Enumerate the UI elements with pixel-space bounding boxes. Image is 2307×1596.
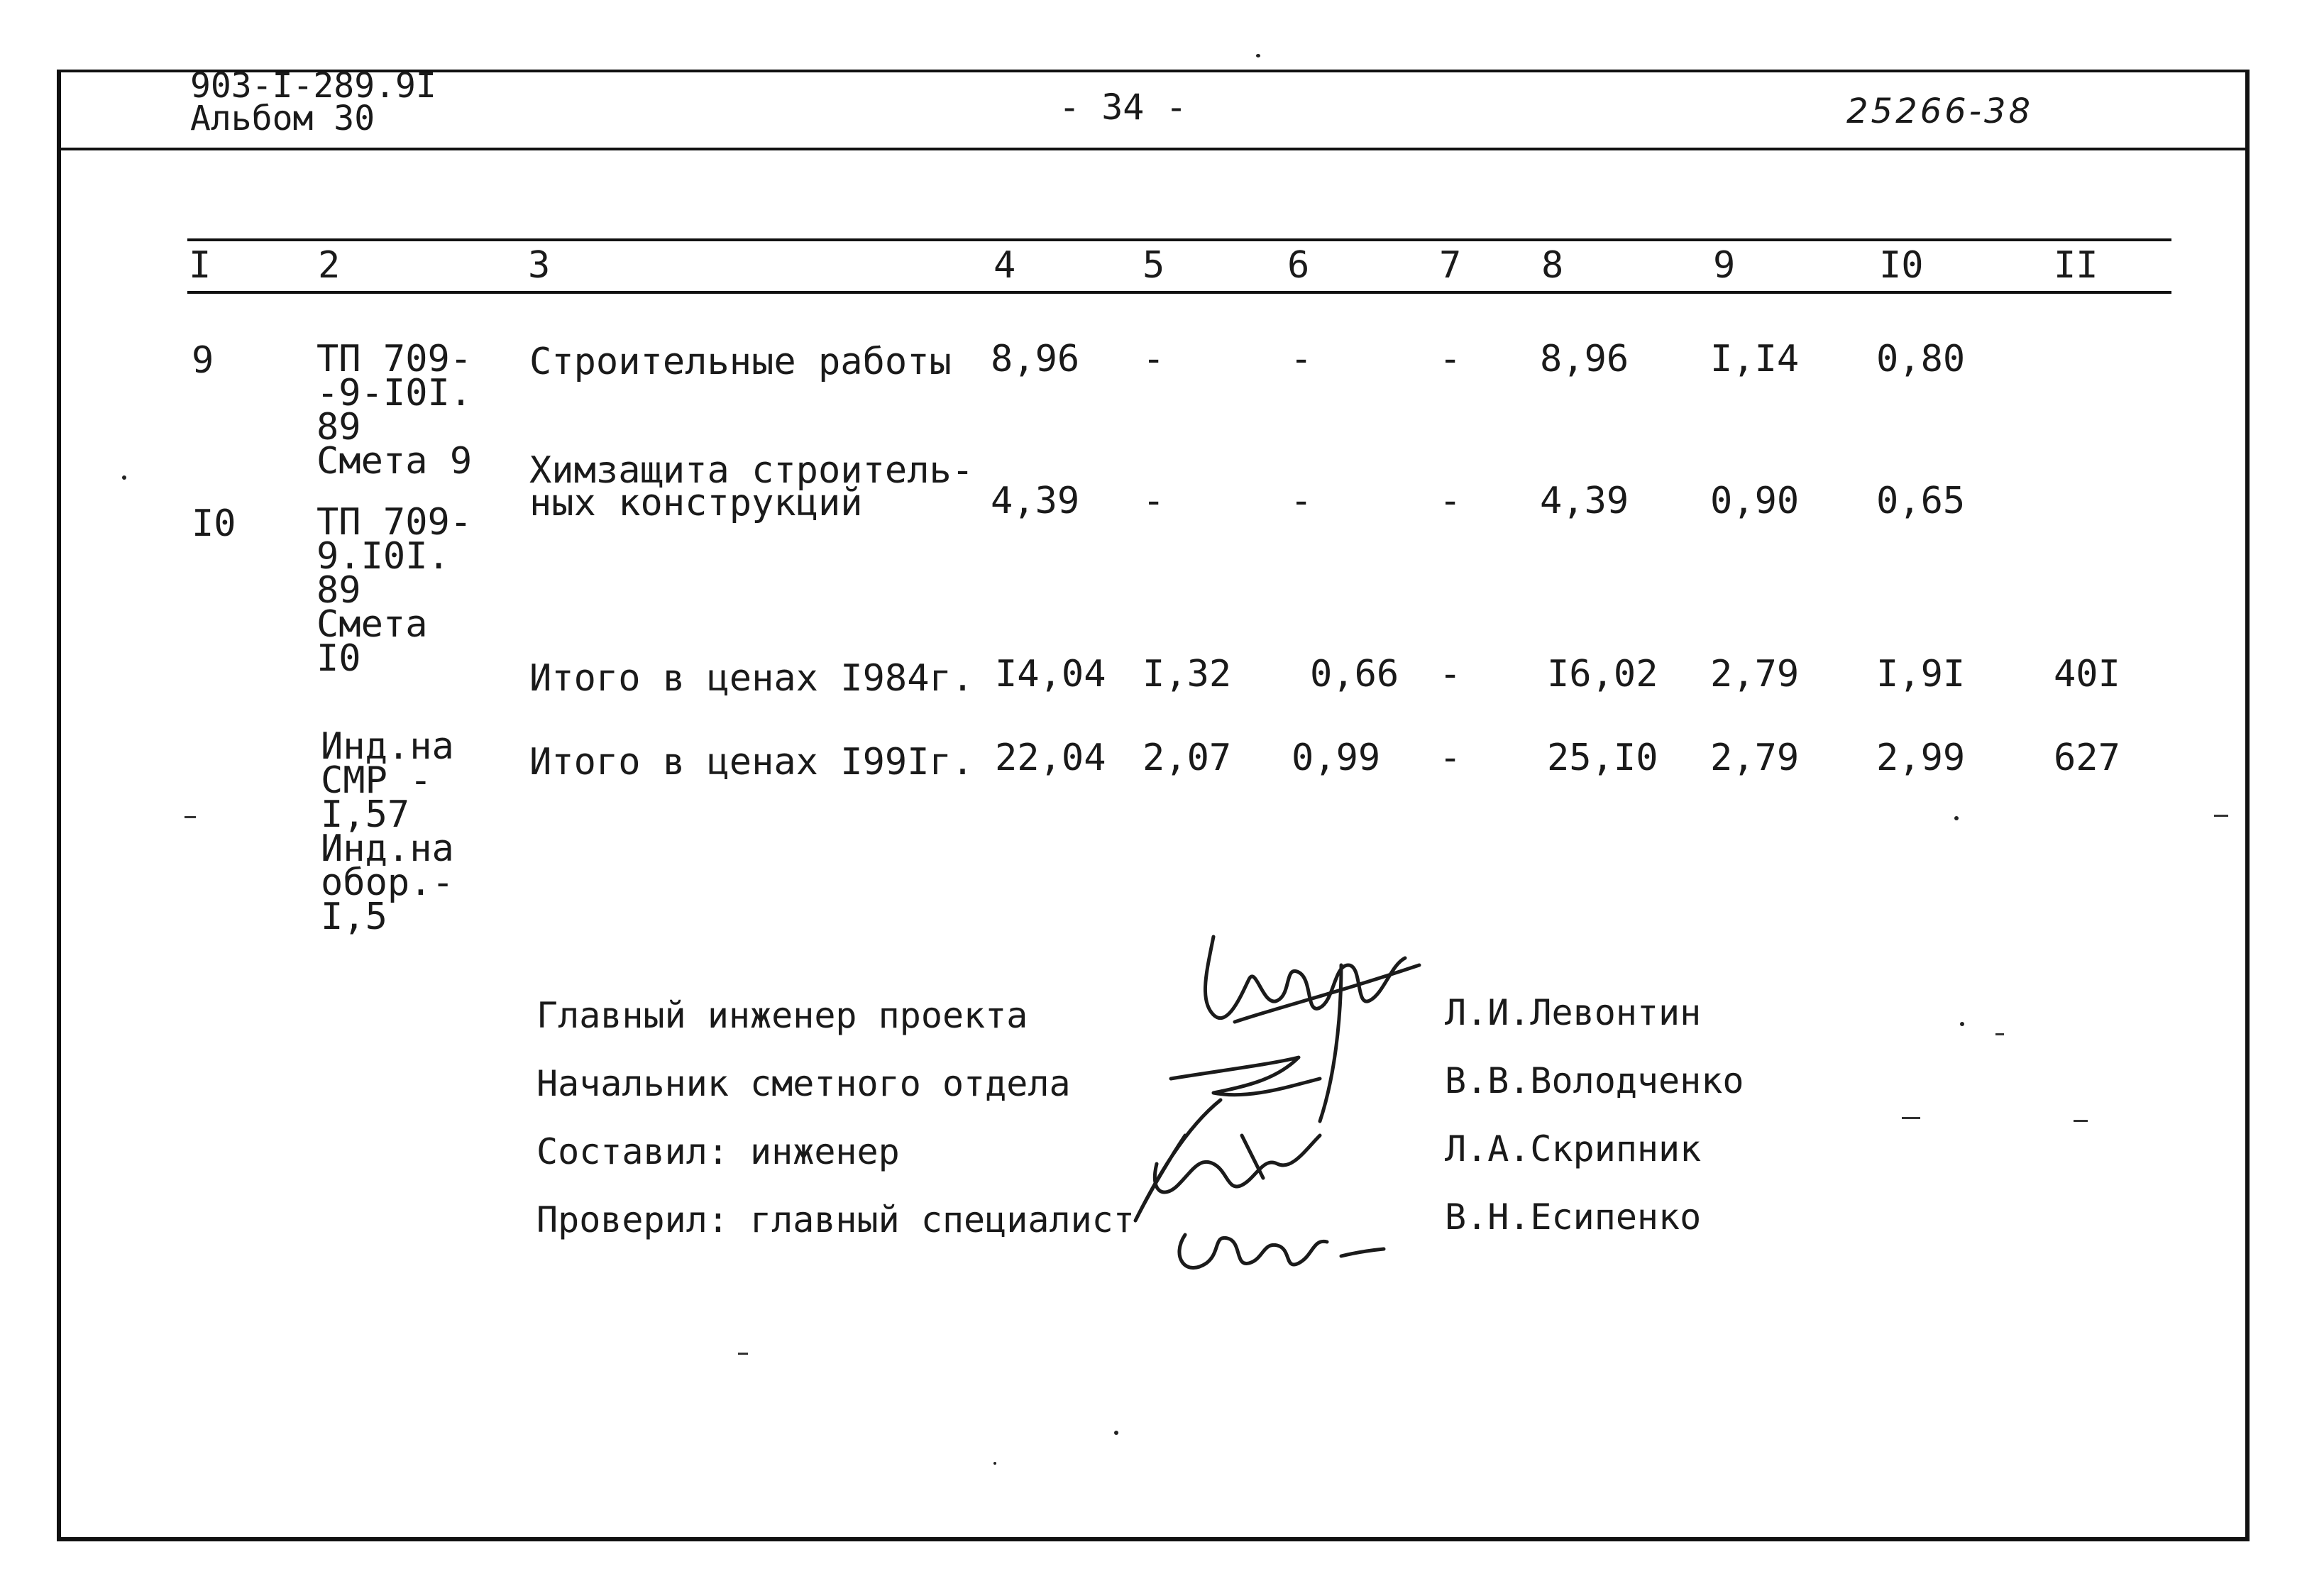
cell-col9: 2,79 bbox=[1710, 653, 1800, 695]
signatory-name: Л.А.Скрипник bbox=[1445, 1128, 1702, 1170]
cell-col6: 0,99 bbox=[1292, 737, 1381, 779]
signatory-role: Проверил: главный специалист bbox=[536, 1199, 1135, 1240]
column-number: 7 bbox=[1439, 244, 1462, 287]
price-index-line: I,57 bbox=[321, 793, 410, 836]
estimate-reference-line: ТП 709- bbox=[316, 338, 473, 380]
estimate-reference bbox=[316, 338, 473, 483]
cell-col4: 8,96 bbox=[991, 338, 1080, 380]
cell-col8: I6,02 bbox=[1547, 653, 1658, 695]
estimate-reference bbox=[316, 501, 473, 680]
cell-col5: - bbox=[1143, 480, 1165, 522]
scan-mark bbox=[2074, 1120, 2088, 1122]
column-number: 4 bbox=[993, 244, 1016, 287]
price-index-line: Инд.на bbox=[321, 827, 454, 870]
total-label: Итого в ценах I984г. bbox=[529, 657, 974, 700]
cell-col10: 0,65 bbox=[1876, 480, 1966, 522]
doc-number: 903-I-289.9I bbox=[190, 66, 436, 106]
doc-id-block bbox=[190, 66, 436, 138]
cell-col10: 2,99 bbox=[1876, 737, 1966, 779]
cell-col7: - bbox=[1439, 737, 1462, 779]
cell-col7: - bbox=[1439, 653, 1462, 695]
cell-col10: 0,80 bbox=[1876, 338, 1966, 380]
cell-col8: 25,I0 bbox=[1547, 737, 1658, 779]
row-number: I0 bbox=[192, 502, 236, 545]
column-number: 8 bbox=[1541, 244, 1564, 287]
scan-speck bbox=[1954, 816, 1959, 820]
cell-col7: - bbox=[1439, 338, 1462, 380]
handwritten-signatures bbox=[1107, 923, 1462, 1292]
page-number: - 34 - bbox=[1059, 87, 1187, 128]
scan-speck bbox=[122, 475, 126, 480]
column-number: II bbox=[2054, 244, 2098, 287]
column-number: 5 bbox=[1143, 244, 1165, 287]
cell-col4: 4,39 bbox=[991, 480, 1080, 522]
signatory-name: Л.И.Левонтин bbox=[1445, 992, 1702, 1033]
row-number: 9 bbox=[192, 339, 214, 382]
cell-col9: I,I4 bbox=[1710, 338, 1800, 380]
cell-col5: - bbox=[1143, 338, 1165, 380]
scan-mark bbox=[2214, 815, 2228, 817]
price-indices bbox=[321, 725, 454, 938]
signatory-name: В.В.Володченко bbox=[1445, 1060, 1744, 1101]
column-number: 6 bbox=[1287, 244, 1310, 287]
signatory-name: В.Н.Есипенко bbox=[1445, 1196, 1702, 1238]
signatory-role: Составил: инженер bbox=[536, 1131, 900, 1172]
work-name-line: Химзащита строитель- bbox=[529, 449, 974, 492]
scan-mark bbox=[1995, 1033, 2004, 1035]
cell-col8: 8,96 bbox=[1540, 338, 1629, 380]
cell-col11: 627 bbox=[2054, 737, 2120, 779]
album-label: Альбом 30 bbox=[190, 99, 375, 138]
price-index-line: СМР - bbox=[321, 759, 432, 802]
scan-speck bbox=[993, 1462, 996, 1465]
cell-col4: I4,04 bbox=[995, 653, 1106, 695]
table-top-rule bbox=[187, 238, 2171, 241]
cell-col6: - bbox=[1290, 480, 1313, 522]
header-divider bbox=[57, 148, 2250, 150]
estimate-reference-line: Смета bbox=[316, 603, 428, 646]
cell-col9: 2,79 bbox=[1710, 737, 1800, 779]
cell-col6: 0,66 bbox=[1310, 653, 1399, 695]
estimate-reference-line: I0 bbox=[316, 637, 361, 680]
scan-mark bbox=[185, 816, 196, 818]
cell-col9: 0,90 bbox=[1710, 480, 1800, 522]
price-index-line: I,5 bbox=[321, 896, 387, 938]
scan-mark bbox=[1902, 1117, 1920, 1119]
cell-col4: 22,04 bbox=[995, 737, 1106, 779]
column-number: 9 bbox=[1713, 244, 1736, 287]
total-label: Итого в ценах I99Iг. bbox=[529, 741, 974, 783]
cell-col6: - bbox=[1290, 338, 1313, 380]
estimate-reference-line: ТП 709- bbox=[316, 501, 473, 544]
cell-col10: I,9I bbox=[1876, 653, 1966, 695]
work-name-line: ных конструкций bbox=[529, 482, 863, 524]
estimate-reference-line: 89 bbox=[316, 406, 361, 448]
column-number: I bbox=[189, 244, 211, 287]
cell-col8: 4,39 bbox=[1540, 480, 1629, 522]
document-code: 25266-38 bbox=[1846, 92, 2034, 131]
price-index-line: Инд.на bbox=[321, 725, 454, 768]
column-number: 2 bbox=[318, 244, 341, 287]
estimate-reference-line: -9-I0I. bbox=[316, 372, 473, 414]
column-number: 3 bbox=[528, 244, 551, 287]
price-index-line: обор.- bbox=[321, 862, 454, 904]
cell-col5: I,32 bbox=[1143, 653, 1232, 695]
work-name bbox=[529, 449, 974, 524]
scan-speck bbox=[1960, 1022, 1964, 1026]
scan-speck bbox=[1256, 54, 1260, 57]
estimate-reference-line: 89 bbox=[316, 569, 361, 612]
estimate-reference-line: Смета 9 bbox=[316, 440, 473, 483]
scan-speck bbox=[1114, 1431, 1118, 1435]
column-number: I0 bbox=[1879, 244, 1924, 287]
cell-col5: 2,07 bbox=[1143, 737, 1232, 779]
table-header-rule bbox=[187, 291, 2171, 294]
cell-col11: 40I bbox=[2054, 653, 2120, 695]
scan-mark bbox=[738, 1353, 748, 1355]
cell-col7: - bbox=[1439, 480, 1462, 522]
signatory-role: Главный инженер проекта bbox=[536, 995, 1028, 1036]
estimate-reference-line: 9.I0I. bbox=[316, 535, 450, 578]
work-name: Строительные работы bbox=[529, 341, 952, 383]
signatory-role: Начальник сметного отдела bbox=[536, 1063, 1071, 1104]
